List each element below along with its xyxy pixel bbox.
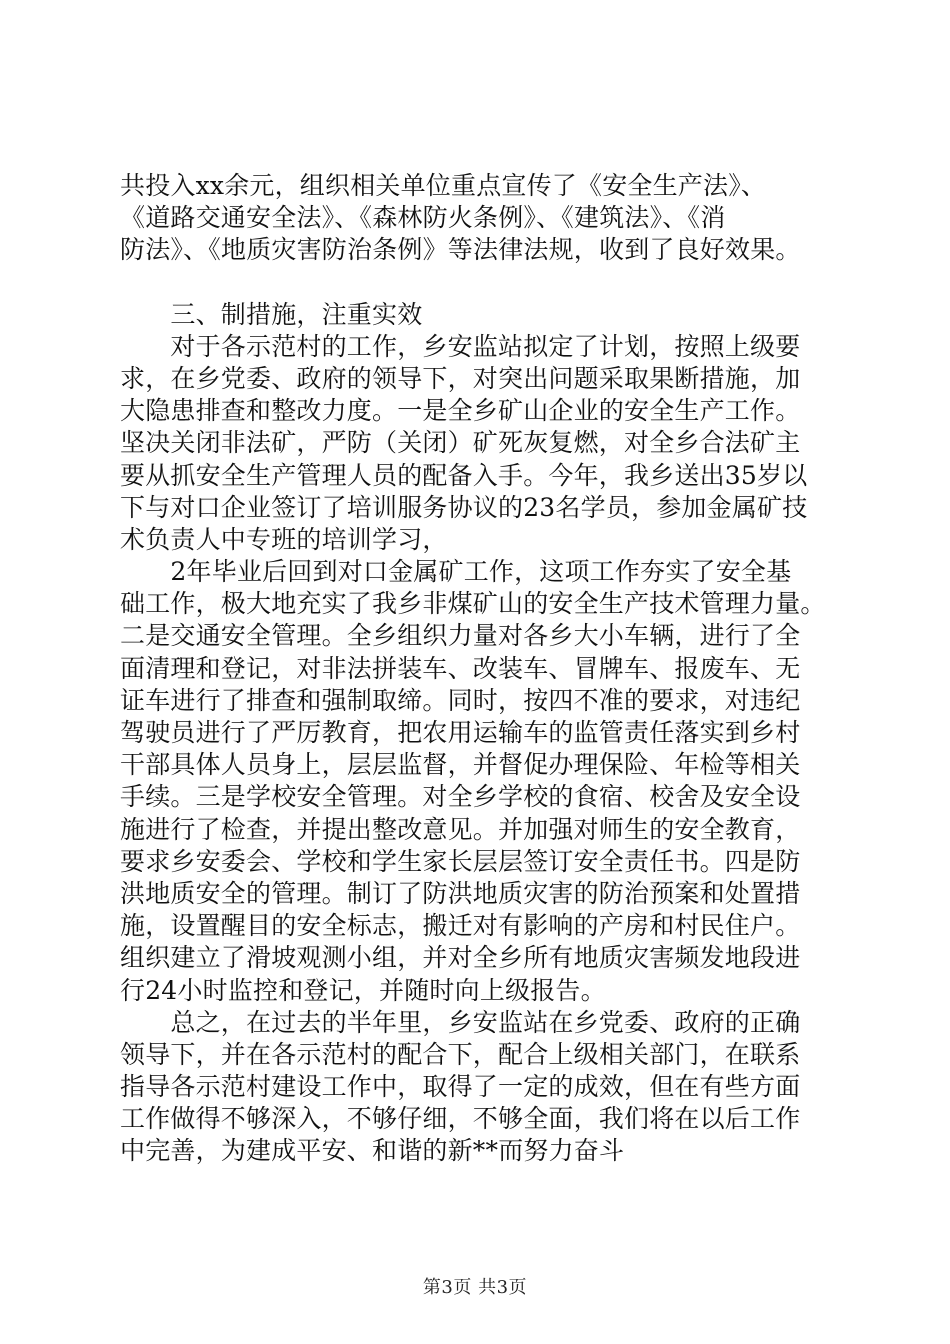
text-line: 施，设置醒目的安全标志，搬迁对有影响的产房和村民住户。 — [120, 911, 801, 941]
text-line: 工作做得不够深入，不够仔细，不够全面，我们将在以后工作 — [120, 1104, 801, 1134]
text-line: 防法》、《地质灾害防治条例》等法律法规，收到了良好效果。 — [120, 235, 801, 265]
text-line: 坚决关闭非法矿，严防（关闭）矿死灰复燃，对全乡合法矿主 — [120, 428, 801, 458]
text-line: 领导下，并在各示范村的配合下，配合上级相关部门，在联系 — [120, 1039, 801, 1069]
text-line: 面清理和登记，对非法拼装车、改装车、冒牌车、报废车、无 — [120, 653, 801, 683]
text-line: 总之，在过去的半年里，乡安监站在乡党委、政府的正确 — [120, 1007, 801, 1037]
text-line: 驾驶员进行了严厉教育，把农用运输车的监管责任落实到乡村 — [120, 718, 801, 747]
text-line: 要从抓安全生产管理人员的配备入手。今年，我乡送出35岁以 — [120, 460, 808, 490]
text-line: 手续。三是学校安全管理。对全乡学校的食宿、校舍及安全设 — [120, 782, 801, 812]
text-line: 行24小时监控和登记，并随时向上级报告。 — [120, 975, 606, 1005]
paragraph-gap — [120, 267, 840, 299]
text-line: 共投入xx余元，组织相关单位重点宣传了《安全生产法》、 — [120, 171, 767, 200]
text-line: 洪地质安全的管理。制订了防洪地质灾害的防治预案和处置措 — [120, 878, 801, 908]
text-line: 干部具体人员身上，层层监督，并督促办理保险、年检等相关 — [120, 750, 801, 780]
text-line: 求，在乡党委、政府的领导下，对突出问题采取果断措施，加 — [120, 363, 801, 393]
document-body — [120, 170, 840, 1168]
text-line: 要求乡安委会、学校和学生家长层层签订安全责任书。四是防 — [120, 846, 801, 876]
text-line: 施进行了检查，并提出整改意见。并加强对师生的安全教育， — [120, 814, 801, 844]
text-line: 术负责人中专班的培训学习， — [120, 524, 448, 554]
text-line: 《道路交通安全法》、《森林防火条例》、《建筑法》、《消 — [120, 203, 726, 233]
text-line: 二是交通安全管理。全乡组织力量对各乡大小车辆，进行了全 — [120, 621, 801, 651]
text-line: 2年毕业后回到对口金属矿工作，这项工作夯实了安全基 — [120, 557, 792, 587]
text-line: 础工作，极大地充实了我乡非煤矿山的安全生产技术管理力量。 — [120, 589, 826, 619]
text-line: 证车进行了排查和强制取缔。同时，按四不准的要求，对违纪 — [120, 685, 801, 715]
section-heading: 三、制措施，注重实效 — [120, 299, 423, 329]
text-line: 中完善，为建成平安、和谐的新**而努力奋斗 — [120, 1136, 625, 1166]
text-line: 对于各示范村的工作，乡安监站拟定了计划，按照上级要 — [120, 331, 801, 361]
text-line: 大隐患排查和整改力度。一是全乡矿山企业的安全生产工作。 — [120, 396, 801, 426]
text-line: 组织建立了滑坡观测小组，并对全乡所有地质灾害频发地段进 — [120, 943, 801, 973]
text-line: 指导各示范村建设工作中，取得了一定的成效，但在有些方面 — [120, 1072, 801, 1102]
page-footer: 第3页 共3页 — [422, 1277, 528, 1298]
text-line: 下与对口企业签订了培训服务协议的23名学员，参加金属矿技 — [120, 492, 808, 522]
